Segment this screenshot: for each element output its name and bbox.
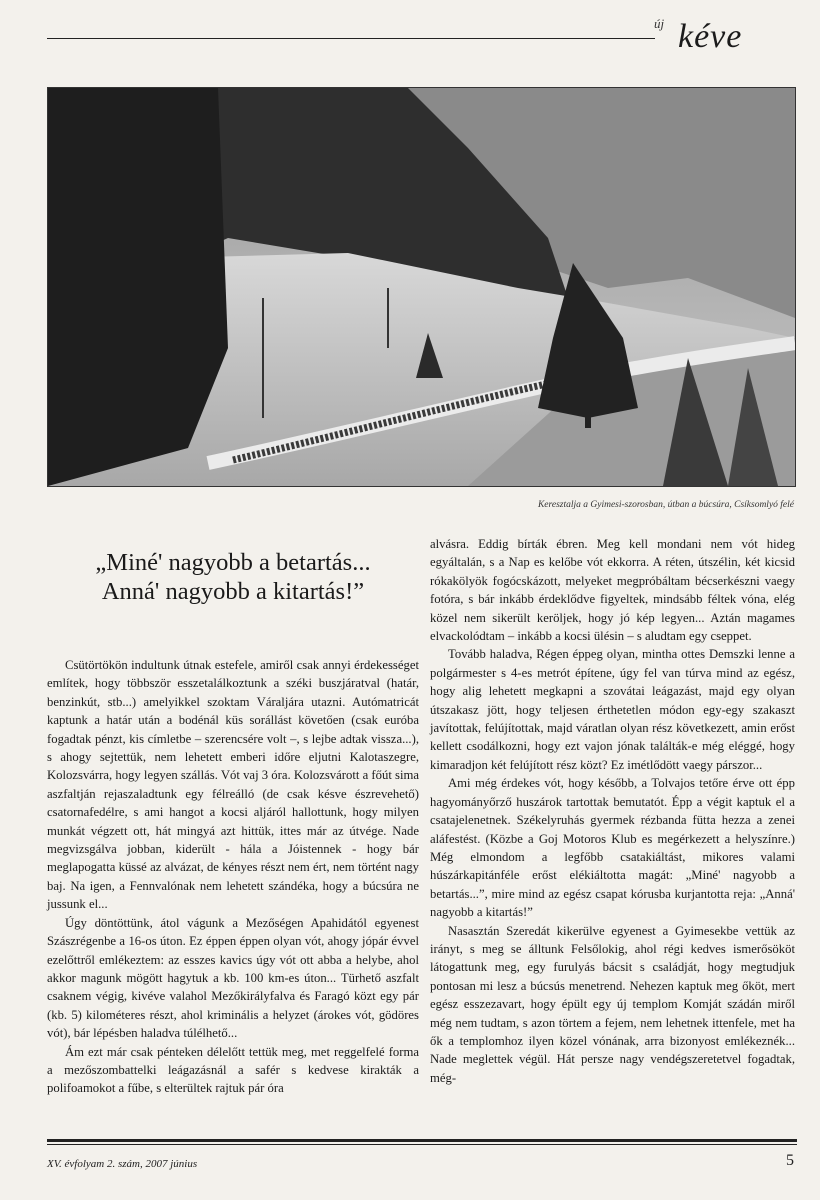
- footer-rule-thin: [47, 1144, 797, 1145]
- body-paragraph: Nasasztán Szeredát kikerülve egyenest a Gyimesekbe vettük az irányt, s meg se álltunk Felsőlokig, ahol régi kedves ismerősököt látogattunk meg, egy furulyás bácsit s családját, hogy megtudjuk pontosan mi lesz a búcsús menetrend. Nehezen kaptuk meg őköt, mert egész esszezavart, hogy épült egy új templom Komját szádán miről még nem tudtam, s azon törtem a fejem, nem lehetnek ittenfele, met ha ők a templomhoz ilyen közel vónának, arra bizonyost emlékeznék... Nade meglettek végül. Hát persze nagy vendégszeretetvel fogadtak, még-: [430, 923, 795, 1085]
- article-photo: [47, 87, 796, 487]
- headline-line-2: Anná' nagyobb a kitartás!”: [101, 578, 365, 605]
- logo-title: kéve: [678, 18, 743, 55]
- issue-info: XV. évfolyam 2. szám, 2007 június: [47, 1158, 198, 1170]
- headline-line-1: „Miné' nagyobb a betartás...: [95, 549, 371, 576]
- logo-prefix: új: [654, 16, 665, 31]
- photo-caption: Keresztalja a Gyimesi-szorosban, útban a búcsúra, Csíksomlyó felé: [537, 500, 794, 510]
- body-paragraph: Ami még érdekes vót, hogy később, a Tolvajos tetőre érve ott épp hagyományőrző huszárok tartottak bemutatót. Épp a végit kaptuk el a csatajelenetnek. Székelyruhás gyermek rézbanda fütta hezza a zenei aláfestést. (Közbe a Goj Motoros Klub es megérkezett a helyszínre.) Még elmondom a legfőbb csatakiáltást, mikores valami húszárkapitánféle erőst elékiáltotta magát: „Miné' nagyobb a betartás...”, mire mind az egész csapat kórusba kurjantotta reja: „Anná' nagyobb a kitartás!”: [430, 776, 795, 920]
- article-headline: [47, 548, 419, 606]
- body-paragraph: Csütörtökön indultunk útnak estefele, amiről csak annyi érdekességet említek, hogy többször esszetalálkoztunk a széki buszjáratval (határ, benzinkút, stb...) amelyikkel szoktam Váraljára utazni. Autómatricát kaptunk a határ után a bodénál küs sorállást követően (csak euróba fogadtak pénzt, kis címletbe – szerencsére volt –, s lejbe adtak vissza...), s ahogy sejtettük, nem lehetett emberi időre eljutni Kalotaszegre, Kolozsvárra, hogy legyen szállás. Vót vaj 3 óra. Kolozsvárott a főút sima aszfaltján rejaszaladtunk egy félreálló (de csak késve észrevehető) csatornafedélre, s ami hangot a kocsi aljáról hallottunk, hogy milyen munkát végzett ott, hát mingyá azt hittük, ittes már az útvége. Nade megvizsgálva jobban, kiderült - hála a Jóistennek - hogy bár meglapogatta küssé az alvázat, de kényes részt nem ért, nem történt nagy baj. Na igen, a Fennvalónak nem lehetett szándéka, hogy a búcsúra ne jussunk el...: [47, 658, 419, 912]
- landscape-photo-icon: [48, 88, 795, 486]
- body-paragraph: alvásra. Eddig bírták ébren. Meg kell mondani nem vót hideg egyáltalán, s a Nap es kelőbe vót ekkorra. A réten, útszélin, két kicsid rókakölyök fogócskázott, melyeket megpróbáltam bécserkészni vaegy fotóra, s bár inkább érdeklődve figyeltek, mindsább féltek vóna, elég közel nem sikerült keröljek, hogy jó kép legyen... Aztán magames elvackolódtam – inkább a kocsi ülésin – s aludtam egy cseppet.: [430, 537, 795, 644]
- right-column: [430, 535, 795, 1087]
- left-column: [47, 656, 419, 1098]
- body-paragraph: Ám ezt már csak pénteken délelőtt tettük meg, met reggelfelé forma a mezőszombattelki leágazásnál a safér s kedvese kirakták a polifoamokot a fűbe, s elterültek rajtuk pár óra: [47, 1044, 419, 1096]
- header-rule: [47, 38, 655, 39]
- footer-rule: [47, 1139, 797, 1142]
- magazine-logo: [652, 14, 812, 58]
- page-number: 5: [786, 1152, 794, 1169]
- body-paragraph: Tovább haladva, Régen éppeg olyan, mintha ottes Demszki lenne a polgármester s 4-es metrót építene, úgy fel van túrva mind az egész, hogy alig lehetett megkapni a szovátai leágazást, majd egy olyan útszakasz jött, hogy teljesen érthetetlen módon egy-egy szakaszt javítottak, felújítottak, majd váratlan olyan rész következett, amin erőst kellett csodálkozni, hogy ezt vajon jónak találták-e még eléggé, hogy kimaradjon két felújított rész közt? Ez imétlődött vaegy párszor...: [430, 647, 795, 772]
- body-paragraph: Úgy döntöttünk, átol vágunk a Mezőségen Apahidától egyenest Szászrégenbe a 16-os úton. Ez éppen éppen olyan vót, ahogy jópár évvel ezelőttről emlékeztem: az esszes kavics úgy vót ott abba a helybe, ahol akkor magunk mögött hagytuk a kb. 100 km-es úton... Türhető aszfalt csaknem végig, kivéve valahol Mezőkirályfalva és Faragó közt egy pár (kb. 5) kilométeres részt, ahol kriminális a helyzet (árokes vót, gödöres vót), bár lépésben haladva túlélhető...: [47, 915, 419, 1041]
